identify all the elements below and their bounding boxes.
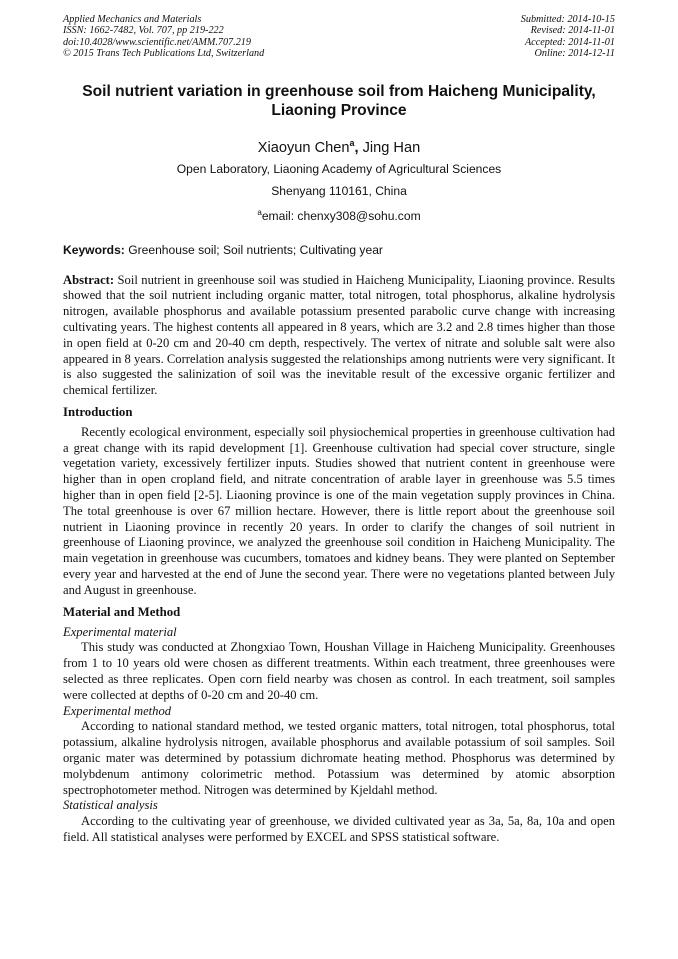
date-online: Online: 2014-12-11 <box>534 48 615 60</box>
subsection-heading-method: Experimental method <box>63 703 172 718</box>
paper-page <box>63 14 615 846</box>
journal-issn: ISSN: 1662-7482, Vol. 707, pp 219-222 <box>63 25 224 37</box>
keywords <box>63 243 615 257</box>
journal-name: Applied Mechanics and Materials <box>63 14 202 25</box>
subsection-heading-material: Experimental material <box>63 624 177 639</box>
author-name-1: Xiaoyun Chen <box>257 139 350 156</box>
method-paragraph: According to national standard method, we tested organic matters, total nitrogen, total phosphorus, total potassium, alkaline hydrolysis nitrogen, available phosphorus and available potassium of soil samples. Soil organic mater was determined by potassium dichromate heating method. Phosphorus was determined by molybdenum antimony colorimetric method. Potassium was determined by atomic absorption spectrophotometer method. Nitrogen was determined by Kjeldahl method. <box>63 719 615 797</box>
section-heading-introduction: Introduction <box>63 404 133 419</box>
date-revised: Revised: 2014-11-01 <box>530 25 615 37</box>
email-text[interactable]: email: chenxy308@sohu.com <box>261 209 421 224</box>
author-1-superscript: a <box>349 137 355 148</box>
affiliation-email <box>63 206 615 223</box>
abstract <box>63 273 615 399</box>
date-submitted: Submitted: 2014-10-15 <box>520 14 615 25</box>
paper-title: Soil nutrient variation in greenhouse soil from Haicheng Municipality, Liaoning Province <box>82 82 596 119</box>
material-paragraph: This study was conducted at Zhongxiao Town, Houshan Village in Haicheng Municipality. Greenhouses from 1 to 10 years old were chosen as different treatments. Within each treatment, three greenhouses were selected as three replicates. Open corn field nearby was chosen as control. In each treatment, soil samples were collected at depths of 0-20 cm and 20-40 cm. <box>63 640 615 702</box>
keywords-label: Keywords: <box>63 242 125 257</box>
section-heading-methods: Material and Method <box>63 604 181 619</box>
statistics-paragraph: According to the cultivating year of greenhouse, we divided cultivated year as 3a, 5a, 8a, 10a and open field. All statistical analyses were performed by EXCEL and SPSS statistical software. <box>63 814 615 845</box>
journal-header <box>63 14 615 60</box>
author-name-2: Jing Han <box>358 139 421 156</box>
author-list <box>63 134 615 157</box>
subsection-heading-statistics: Statistical analysis <box>63 798 158 813</box>
abstract-text: Soil nutrient in greenhouse soil was studied in Haicheng Municipality, Liaoning province. Results showed that the soil nutrient including organic matter, total nitrogen, total phosphorus, alkaline hydrolysis nitrogen, available phosphorus and available potassium presented parabolic curve change with increasing cultivating years. The highest contents all appeared in 8 years, which are 3.2 and 2.8 times higher than those in open field at 0-20 cm and 20-40 cm depth, respectively. The vertex of nitrate and soluble salt were also appeared in 8 years. Correlation analysis suggested the relationships among nutrients were very significant. It is also suggested the salinization of soil was the inevitable result of the excessive organic fertilizer and chemical fertilizer. <box>63 272 615 398</box>
affiliation-line-1: Open Laboratory, Liaoning Academy of Agricultural Sciences <box>176 162 502 177</box>
date-accepted: Accepted: 2014-11-01 <box>524 36 615 48</box>
email-superscript: a <box>257 208 262 218</box>
author-separator: , <box>354 139 359 156</box>
abstract-label: Abstract: <box>63 272 115 287</box>
affiliation-line-2: Shenyang 110161, China <box>271 184 407 199</box>
keywords-text: Greenhouse soil; Soil nutrients; Cultivating year <box>124 242 383 257</box>
publication-dates <box>521 14 615 60</box>
introduction-paragraph: Recently ecological environment, especially soil physiochemical properties in greenhouse cultivation had a great change with its rapid development [1]. Greenhouse cultivation had special cover structure, single vegetation variety, excessively fertilizer inputs. Studies showed that nutrient content in greenhouse were higher than in open cropland field, and nitrate concentration of arable layer in greenhouse was 5.5 times higher than in open field [2-5]. Liaoning province is one of the main vegetation supply provinces in China. The total greenhouse is over 67 million hectare. However, there is little report about the greenhouse soil nutrient in Liaoning province in recently 20 years. In order to clarify the changes of soil nutrient in greenhouse of Liaoning province, we analyzed the greenhouse soil condition in Haicheng Municipality. The main vegetation in greenhouse was cucumbers, tomatoes and kidney beans. They were planted on September every year and harvested at the end of June the second year. There were no vegetations planted between July and August in greenhouse. <box>63 424 615 597</box>
journal-doi[interactable]: doi:10.4028/www.scientific.net/AMM.707.219 <box>63 36 251 48</box>
journal-copyright: © 2015 Trans Tech Publications Ltd, Switzerland <box>63 48 265 60</box>
journal-info <box>63 14 264 60</box>
